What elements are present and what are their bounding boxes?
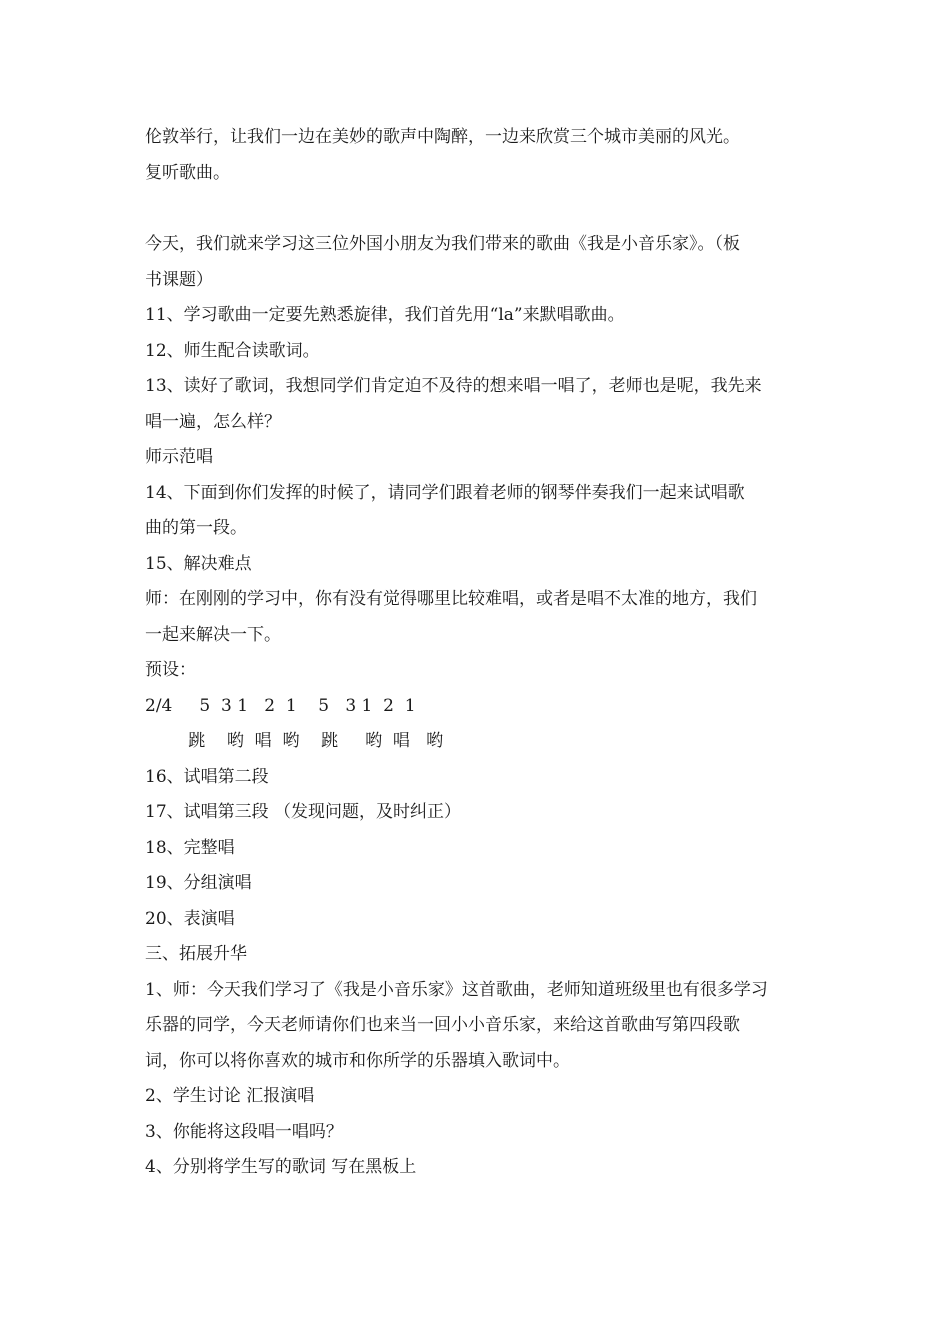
step-14: 14、下面到你们发挥的时候了，请同学们跟着老师的钢琴伴奏我们一起来试唱歌 <box>145 482 745 503</box>
paragraph-line: 一起来解决一下。 <box>145 624 281 645</box>
paragraph-line: 师：在刚刚的学习中，你有没有觉得哪里比较难唱，或者是唱不太准的地方，我们 <box>145 589 757 609</box>
paragraph-line: 预设： <box>145 660 196 680</box>
step-20: 20、表演唱 <box>145 908 235 929</box>
step-15: 15、解决难点 <box>145 553 252 574</box>
lyrics-line: 跳 哟 唱 哟 跳 哟 唱 哟 <box>145 731 444 751</box>
paragraph-line: 3、你能将这段唱一唱吗？ <box>145 1121 343 1142</box>
step-13: 13、读好了歌词，我想同学们肯定迫不及待的想来唱一唱了，老师也是呢，我先来 <box>145 376 762 396</box>
paragraph-line: 书课题） <box>145 269 213 290</box>
paragraph-line: 1、师：今天我们学习了《我是小音乐家》这首歌曲，老师知道班级里也有很多学习 <box>145 979 768 1000</box>
step-11: 11、学习歌曲一定要先熟悉旋律，我们首先用“la”来默唱歌曲。 <box>145 305 625 325</box>
paragraph-line: 乐器的同学，今天老师请你们也来当一回小小音乐家，来给这首歌曲写第四段歌 <box>145 1015 740 1035</box>
step-16: 16、试唱第二段 <box>145 766 269 787</box>
paragraph-line: 2、学生讨论 汇报演唱 <box>145 1086 315 1106</box>
blank-line <box>145 191 810 227</box>
music-notation-line: 2/4 5 3 1 2 1 5 3 1 2 1 <box>145 695 416 716</box>
step-12: 12、师生配合读歌词。 <box>145 340 320 361</box>
step-18: 18、完整唱 <box>145 837 235 858</box>
paragraph-line: 唱一遍，怎么样？ <box>145 411 281 432</box>
paragraph-line: 复听歌曲。 <box>145 162 230 183</box>
paragraph-line: 词，你可以将你喜欢的城市和你所学的乐器填入歌词中。 <box>145 1050 570 1071</box>
step-19: 19、分组演唱 <box>145 873 252 893</box>
paragraph-line: 今天，我们就来学习这三位外国小朋友为我们带来的歌曲《我是小音乐家》。（板 <box>145 234 740 254</box>
step-17: 17、试唱第三段 （发现问题，及时纠正） <box>145 802 462 822</box>
paragraph-line: 4、分别将学生写的歌词 写在黑板上 <box>145 1157 417 1177</box>
document-body <box>145 120 810 1186</box>
paragraph-line: 师示范唱 <box>145 447 213 467</box>
paragraph-line: 曲的第一段。 <box>145 518 247 538</box>
section-heading: 三、拓展升华 <box>145 944 247 964</box>
paragraph-line: 伦敦举行，让我们一边在美妙的歌声中陶醉，一边来欣赏三个城市美丽的风光。 <box>145 127 740 147</box>
